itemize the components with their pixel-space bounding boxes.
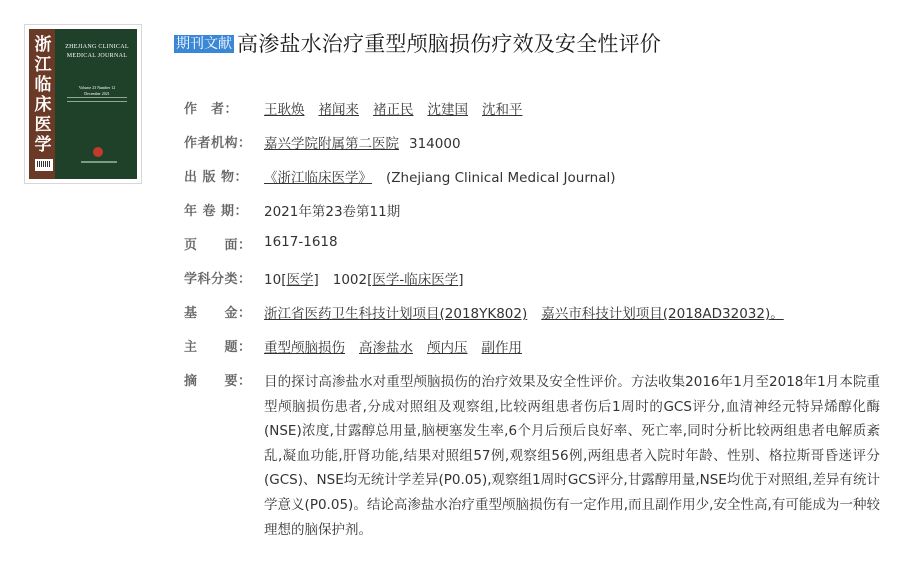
subject-label: 学科分类： xyxy=(184,272,252,287)
keywords-label: 主 题： xyxy=(184,340,252,355)
subject-link[interactable]: 医学-临床医学 xyxy=(372,272,459,288)
author-link[interactable]: 褚正民 xyxy=(373,102,414,118)
title-row xyxy=(174,28,661,58)
year-volume-label: 年 卷 期： xyxy=(184,204,249,219)
cover-chinese-title: 浙江临床医学 xyxy=(34,35,52,155)
publication-english-name: (Zhejiang Clinical Medical Journal) xyxy=(386,170,616,186)
cover-barcode-icon xyxy=(35,159,53,171)
funding-value xyxy=(264,302,784,322)
pages-value: 1617-1618 xyxy=(264,234,338,250)
subject-link[interactable]: 医学 xyxy=(286,272,314,288)
pages-label: 页 面： xyxy=(184,238,252,253)
journal-cover[interactable] xyxy=(24,24,142,184)
institution-postcode: 314000 xyxy=(409,136,461,152)
year-volume-value: 2021年第23卷第11期 xyxy=(264,204,401,220)
institution-link[interactable]: 嘉兴学院附属第二医院 xyxy=(264,136,399,152)
subject-code: 10 xyxy=(264,272,282,288)
author-link[interactable]: 沈建国 xyxy=(427,102,468,118)
abstract-label: 摘 要： xyxy=(184,374,252,389)
subject-code: 1002 xyxy=(332,272,368,288)
cover-volume-number: Volume 23 Number 12 xyxy=(78,85,116,90)
author-link[interactable]: 沈和平 xyxy=(482,102,523,118)
author-link[interactable]: 褚闻来 xyxy=(318,102,359,118)
cover-publisher-line xyxy=(81,161,117,163)
keyword-link[interactable]: 颅内压 xyxy=(427,340,468,356)
abstract-text: 目的探讨高渗盐水对重型颅脑损伤的治疗效果及安全性评价。方法收集2016年1月至2018年1月本院重型颅脑损伤患者,分成对照组及观察组,比较两组患者伤后1周时的GCS评分,血清神经元特异烯醇化酶(NSE)浓度,甘露醇总用量,脑梗塞发生率,6个月后预后良好率、死亡率,同时分析比较两组患者电解质紊乱,凝血功能,肝肾功能,结果对照组57例,观察组56例,两组患者入院时年龄、性别、格拉斯哥昏迷评分(GCS)、NSE均无统计学差异(P0.05),观察组1周时GCS评分,甘露醇用量,NSE均优于对照组,差异有统计学意义(P0.05)。结论高渗盐水治疗重型颅脑损伤有一定作用,而且副作用少,安全性高,有可能成为一种较理想的脑保护剂。 xyxy=(264,374,880,538)
cover-date: December 2021 xyxy=(84,91,110,96)
authors-label: 作 者： xyxy=(184,102,239,117)
subject-value: 10[医学] 1002[医学-临床医学] xyxy=(264,272,464,288)
institution-label: 作者机构： xyxy=(184,136,252,151)
cover-emblem-icon xyxy=(93,147,103,157)
funding-link[interactable]: 嘉兴市科技计划项目(2018AD32032)。 xyxy=(541,306,784,322)
keyword-link[interactable]: 重型颅脑损伤 xyxy=(264,340,345,356)
cover-english-title: ZHEJIANG CLINICAL MEDICAL JOURNAL xyxy=(65,44,129,59)
journal-cover-image xyxy=(29,29,137,179)
cover-text-line xyxy=(67,101,127,102)
institution-value xyxy=(264,132,461,152)
author-link[interactable]: 王耿焕 xyxy=(264,102,305,118)
publication-label: 出 版 物： xyxy=(184,170,249,185)
keyword-link[interactable]: 高渗盐水 xyxy=(359,340,413,356)
publication-value xyxy=(264,166,616,186)
publication-link[interactable]: 《浙江临床医学》 xyxy=(264,170,372,186)
page-title: 高渗盐水治疗重型颅脑损伤疗效及安全性评价 xyxy=(237,32,661,56)
cover-volume xyxy=(59,85,135,97)
funding-label: 基 金： xyxy=(184,306,252,321)
funding-link[interactable]: 浙江省医药卫生科技计划项目(2018YK802) xyxy=(264,306,528,322)
authors-value xyxy=(264,98,523,118)
document-type-badge: 期刊文献 xyxy=(176,36,232,52)
keyword-link[interactable]: 副作用 xyxy=(481,340,522,356)
cover-text-line xyxy=(67,97,127,98)
keywords-value xyxy=(264,336,522,356)
